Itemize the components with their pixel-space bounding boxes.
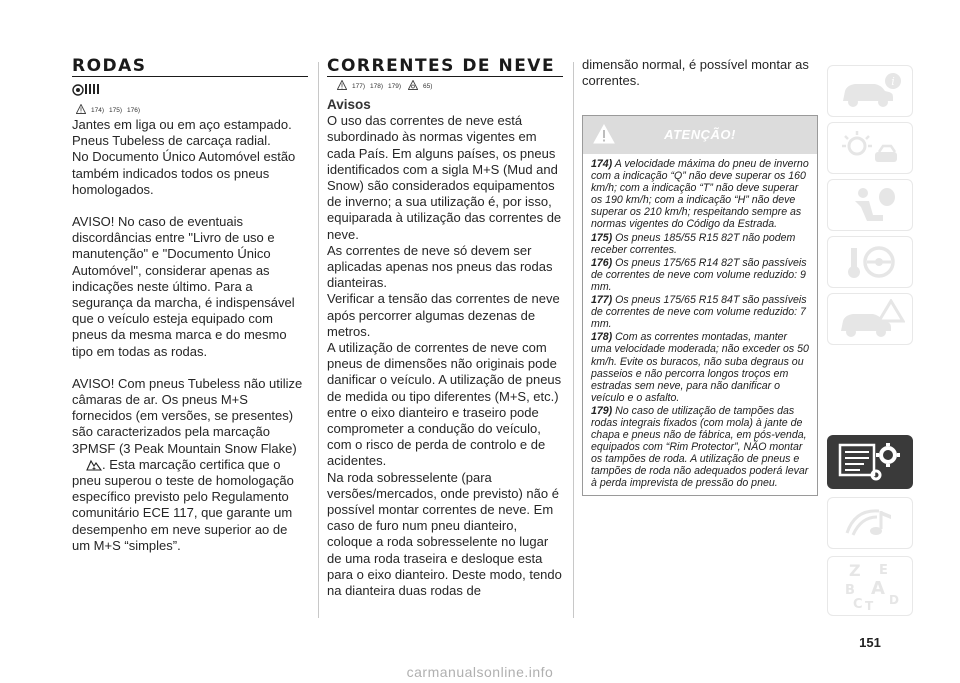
column-divider	[318, 62, 319, 618]
warning-item: 178) Com as correntes montadas, manter uma velocidade moderada; não exceder os 50 km/h. Evite os buracos, não suba degraus ou passeios e não percorra longos troços em estradas sem neve, para não danificar o veículo e o asfalto.	[591, 331, 809, 404]
ref-178[interactable]: 178)	[370, 83, 384, 90]
paragraph: Na roda sobresselente (para versões/mercados, onde previsto) não é possível montar correntes de neve. Em caso de furo num pneu dianteiro, coloque a roda sobresselente no lugar de uma roda traseira e desloque esta para o eixo dianteiro. Deste modo, tendo na dianteira duas rodas de	[327, 469, 562, 599]
paragraph: Verificar a tensão das correntes de neve após percorrer algumas dezenas de metros.	[327, 291, 560, 339]
ref-174[interactable]: 174)	[91, 107, 105, 114]
ref-179[interactable]: 179)	[388, 83, 402, 90]
warning-triangle-icon	[337, 80, 347, 90]
wheel-tyre-icon	[72, 82, 102, 96]
paragraph: AVISO! Com pneus Tubeless não utilize câmaras de ar. Os pneus M+S fornecidos (em versões, se presentes) são caracterizados pela marcação 3PMSF (3 Peak Mountain Snow Flake)	[72, 375, 303, 456]
tab-emergency[interactable]	[827, 293, 913, 345]
paragraph: As correntes de neve só devem ser aplicadas apenas nos pneus das rodas dianteiras.	[327, 242, 553, 291]
svg-text:i: i	[891, 75, 895, 88]
paragraph	[72, 457, 308, 554]
warning-item: 179) No caso de utilização de tampões das rodas integrais fixados (com mola) à jante de chapa e pneus não de fábrica, em pós-venda, equipados com “Rim Protector”, NÃO montar os tampões de roda. A utilização de pneus e tampões de roda não adequados poderá levar à perda imprevista de pressão do pneu.	[591, 404, 809, 490]
index-letter: A	[871, 578, 885, 599]
mountain-snowflake-icon	[86, 457, 102, 471]
ref-177[interactable]: 177)	[352, 83, 366, 90]
paragraph: O uso das correntes de neve está subordinado às normas vigentes em cada País. Em alguns países, os pneus identificados com a sigla M+S (Mud and Snow) são considerados equipamentos de inverno; a sua utilização é, por isso, equiparada à utilização das correntes de neve.	[327, 113, 562, 242]
column-divider	[573, 62, 574, 618]
warning-item: 174) A velocidade máxima do pneu de inverno com a indicação “Q” não deve superar os 160 km/h; com a indicação “T” não deve superar os 190 km/h; com a indicação “H” não deve superar os 210 km/h; respeitando sempre as normas vigentes do Código da Estrada.	[591, 158, 809, 231]
index-letter: B	[845, 583, 855, 598]
warning-references	[337, 76, 432, 90]
index-letter: Z	[849, 561, 861, 580]
tab-dashboard-lights[interactable]	[827, 122, 913, 174]
airbag-seat-icon	[835, 185, 905, 225]
index-letter: E	[879, 563, 888, 578]
ref-175[interactable]: 175)	[109, 107, 123, 114]
tab-car-info[interactable]	[827, 65, 913, 117]
caution-triangle-icon	[408, 80, 418, 90]
tab-starting-driving[interactable]	[827, 236, 913, 288]
specs-gear-icon	[834, 439, 906, 485]
warning-item: 176) Os pneus 175/65 R14 82T são passíveis de correntes de neve com volume reduzido: 9 mm.	[591, 256, 807, 293]
paragraph: No Documento Único Automóvel estão também indicados todos os pneus homologados.	[72, 149, 296, 197]
index-letter: T	[865, 599, 874, 612]
paragraph: A utilização de correntes de neve com pneus de dimensões não originais pode danificar o veículo. A utilização de pneus de medida ou tipo diferentes (M+S, etc.) entre o eixo dianteiro e traseiro pode comprometer a condução do veículo, com o risco de perda de controlo e de acidentes.	[327, 340, 562, 469]
warning-triangle-icon	[76, 104, 86, 114]
index-letters-icon	[835, 560, 905, 612]
index-letter: D	[889, 593, 899, 607]
subsection-title-avisos: Avisos	[327, 97, 371, 112]
index-letter: C	[853, 597, 863, 612]
tab-multimedia[interactable]	[827, 497, 913, 549]
page-number: 151	[859, 635, 881, 650]
warning-item: 175) Os pneus 185/55 R15 82T não podem receber correntes.	[591, 231, 796, 256]
title-underline	[72, 76, 308, 77]
paragraph: Jantes em liga ou em aço estampado. Pneus Tubeless de carcaça radial.	[72, 117, 292, 149]
dashboard-lights-icon	[835, 128, 905, 168]
paragraph-continuation: . Esta marcação certifica que o pneu superou o teste de homologação específico previsto pelo Regulamento comunitário ECE 117, que garante um desempenho em neve superior ao de um M+S “simples”.	[72, 456, 294, 553]
ref-65[interactable]: 65)	[423, 83, 433, 90]
paragraph: AVISO! No caso de eventuais discordâncias entre "Livro de uso e manutenção" e "Documento Único Automóvel", considerar apenas as indicações neste último. Para a segurança da marcha, é indispensável que o veículo esteja equipado com pneus da mesma marca e do mesmo tipo em todas as rodas.	[72, 214, 295, 359]
key-steering-icon	[835, 242, 905, 282]
attention-title: ATENÇÃO!	[664, 127, 736, 142]
ref-176[interactable]: 176)	[127, 107, 141, 114]
tab-index[interactable]	[827, 556, 913, 616]
paragraph: dimensão normal, é possível montar as correntes.	[582, 57, 809, 89]
warning-item: 177) Os pneus 175/65 R15 84T são passíveis de correntes de neve com volume reduzido: 7 mm.	[591, 294, 807, 331]
watermark: carmanualsonline.info	[406, 664, 554, 680]
attention-box	[582, 115, 818, 496]
attention-header	[583, 116, 817, 154]
section-title-rodas: RODAS	[72, 56, 147, 76]
multimedia-music-icon	[835, 503, 905, 543]
tab-technical-specs[interactable]	[827, 435, 913, 489]
section-title-correntes: CORRENTES DE NEVE	[327, 56, 556, 76]
warning-references	[76, 100, 140, 114]
correntes-body	[327, 97, 563, 599]
attention-list	[583, 154, 817, 495]
car-warning-icon	[835, 299, 905, 339]
tab-safety[interactable]	[827, 179, 913, 231]
rodas-body	[72, 117, 308, 554]
car-info-icon	[835, 71, 905, 111]
